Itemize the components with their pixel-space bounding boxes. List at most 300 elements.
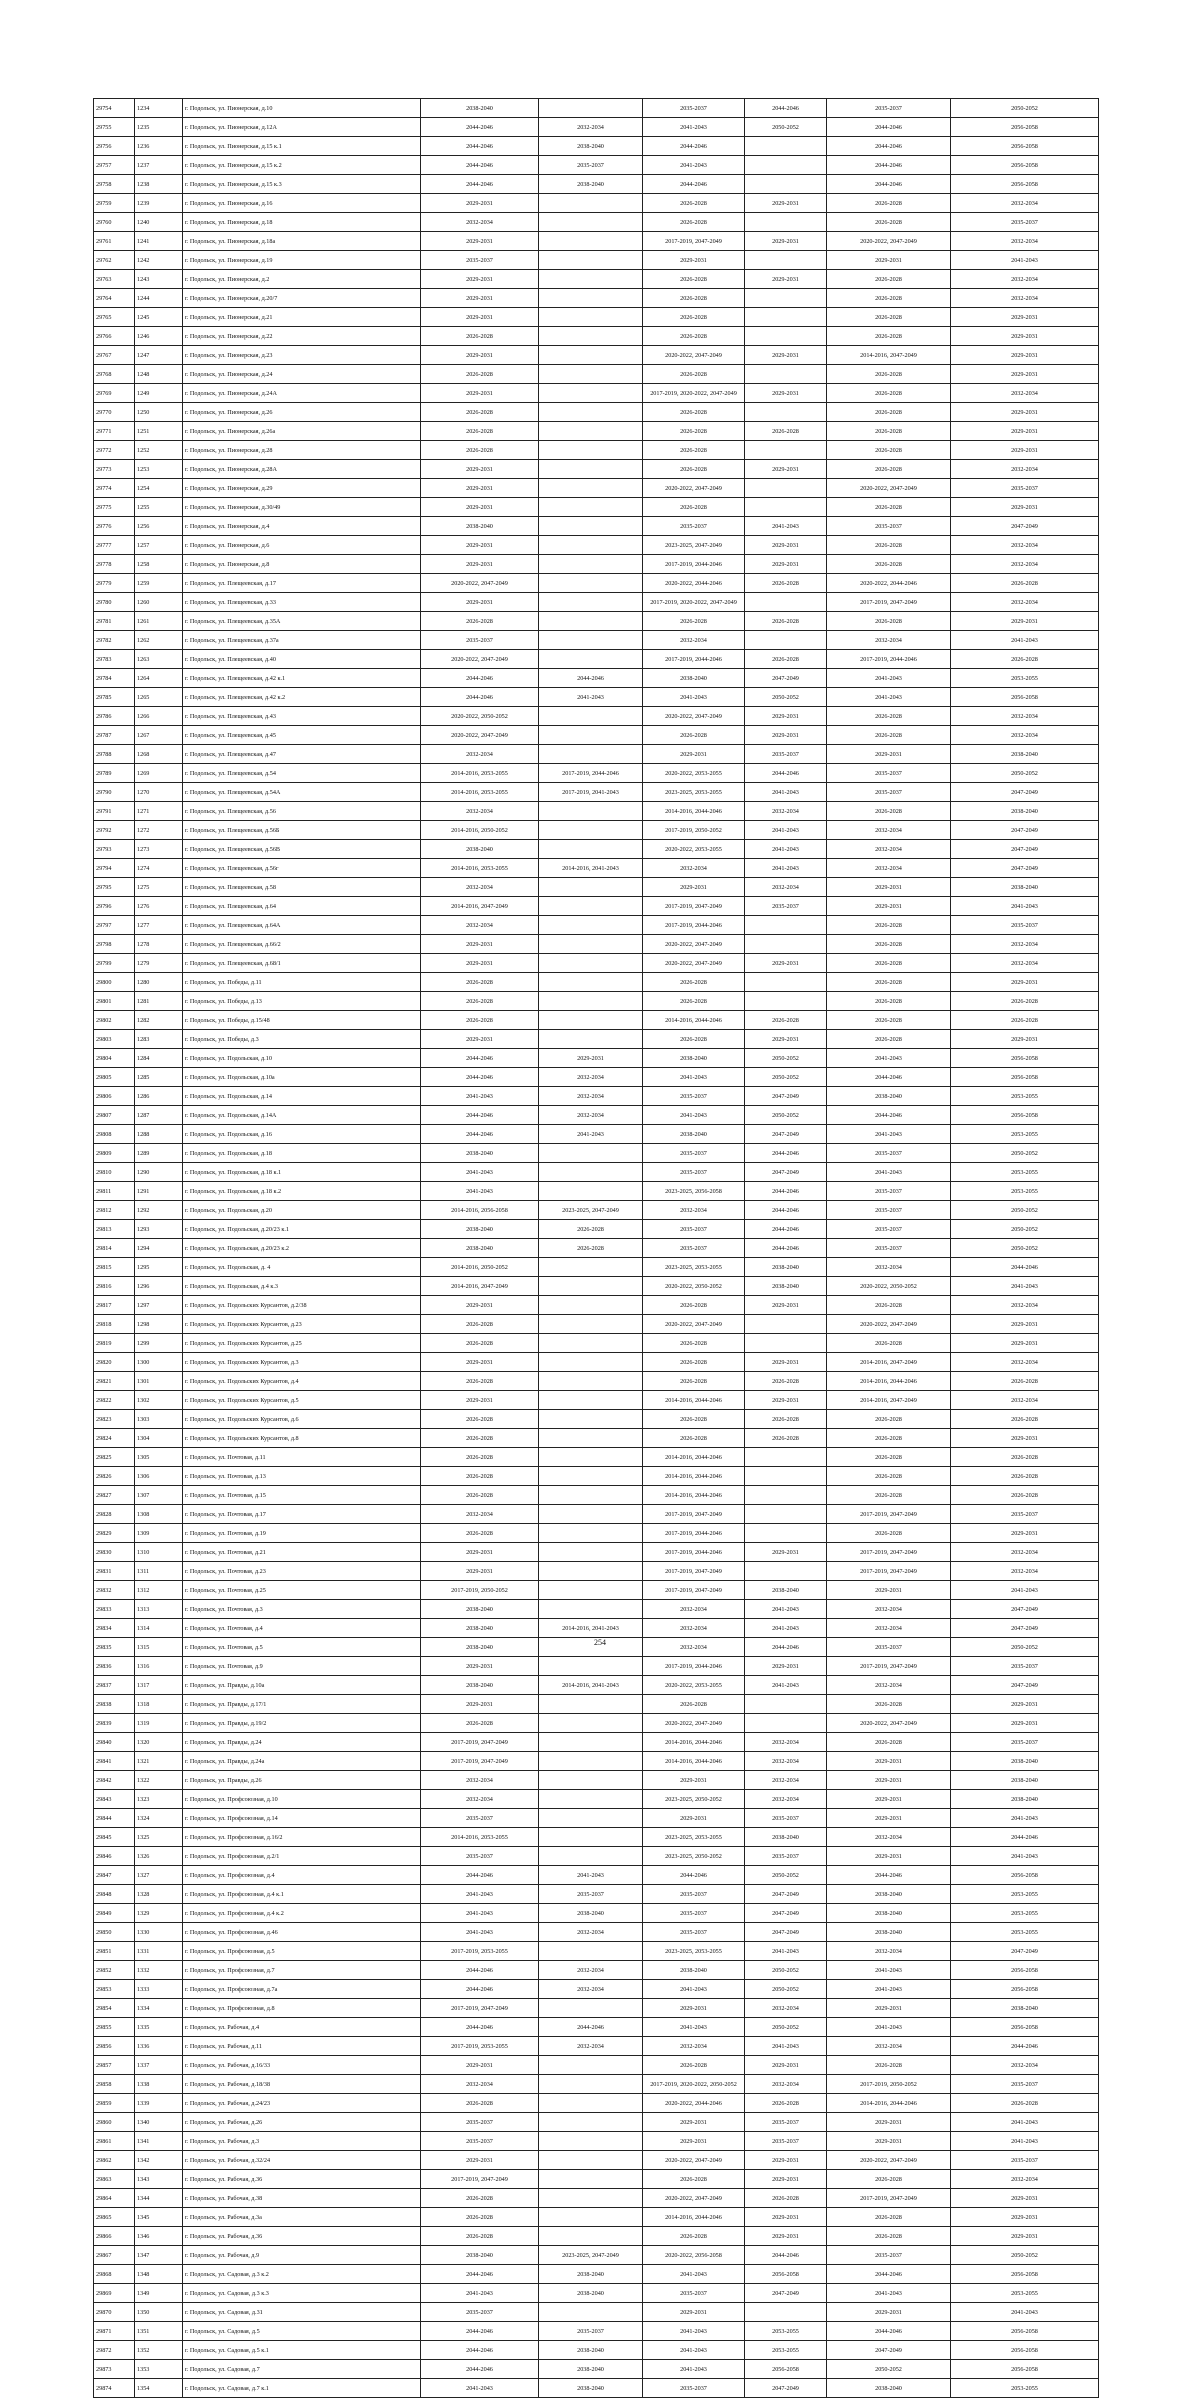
cell-record-id: 29759 (94, 194, 135, 213)
cell-period-5: 2035-2037 (827, 1182, 951, 1201)
cell-period-2 (539, 308, 643, 327)
cell-period-6: 2029-2031 (951, 422, 1099, 441)
cell-period-5: 2026-2028 (827, 441, 951, 460)
cell-period-3: 2041-2043 (643, 2360, 745, 2379)
cell-period-4: 2032-2034 (745, 802, 827, 821)
cell-period-1: 2026-2028 (421, 1334, 539, 1353)
cell-period-1: 2038-2040 (421, 1619, 539, 1638)
cell-record-id: 29760 (94, 213, 135, 232)
cell-period-1: 2044-2046 (421, 688, 539, 707)
cell-number: 1244 (135, 289, 183, 308)
schedule-table (93, 98, 1099, 2398)
cell-record-id: 29796 (94, 897, 135, 916)
cell-period-1: 2026-2028 (421, 992, 539, 1011)
cell-address: г. Подольск, ул. Подольская, д.10а (183, 1068, 421, 1087)
cell-period-4: 2041-2043 (745, 821, 827, 840)
cell-period-3: 2029-2031 (643, 2113, 745, 2132)
cell-period-2: 2035-2037 (539, 1885, 643, 1904)
cell-address: г. Подольск, ул. Профсоюзная, д.4 к.1 (183, 1885, 421, 1904)
cell-period-6: 2032-2034 (951, 289, 1099, 308)
cell-number: 1299 (135, 1334, 183, 1353)
cell-period-3: 2044-2046 (643, 137, 745, 156)
cell-period-3: 2020-2022, 2056-2058 (643, 2246, 745, 2265)
cell-number: 1345 (135, 2208, 183, 2227)
table-row (94, 2132, 1099, 2151)
cell-period-4: 2056-2058 (745, 2265, 827, 2284)
cell-period-5: 2026-2028 (827, 1467, 951, 1486)
cell-number: 1237 (135, 156, 183, 175)
cell-period-5: 2032-2034 (827, 821, 951, 840)
cell-period-3: 2035-2037 (643, 517, 745, 536)
cell-period-3: 2020-2022, 2047-2049 (643, 1315, 745, 1334)
cell-period-3: 2032-2034 (643, 2037, 745, 2056)
cell-address: г. Подольск, ул. Плещеевская, д.58 (183, 878, 421, 897)
cell-period-2: 2032-2034 (539, 1087, 643, 1106)
cell-period-6: 2029-2031 (951, 403, 1099, 422)
cell-record-id: 29848 (94, 1885, 135, 1904)
cell-period-3: 2017-2019, 2044-2046 (643, 1524, 745, 1543)
cell-period-1: 2026-2028 (421, 1315, 539, 1334)
cell-period-1: 2038-2040 (421, 1676, 539, 1695)
cell-period-3: 2023-2025, 2053-2055 (643, 1258, 745, 1277)
cell-period-2: 2032-2034 (539, 1068, 643, 1087)
cell-address: г. Подольск, ул. Рабочая, д.3а (183, 2208, 421, 2227)
cell-period-6: 2053-2055 (951, 2284, 1099, 2303)
cell-address: г. Подольск, ул. Почтовая, д.25 (183, 1581, 421, 1600)
cell-period-1: 2017-2019, 2047-2049 (421, 1999, 539, 2018)
cell-period-1: 2026-2028 (421, 422, 539, 441)
cell-period-4: 2029-2031 (745, 1657, 827, 1676)
cell-number: 1270 (135, 783, 183, 802)
cell-period-3: 2026-2028 (643, 460, 745, 479)
cell-record-id: 29850 (94, 1923, 135, 1942)
cell-record-id: 29868 (94, 2265, 135, 2284)
cell-record-id: 29801 (94, 992, 135, 1011)
cell-period-6: 2041-2043 (951, 251, 1099, 270)
cell-period-6: 2038-2040 (951, 1771, 1099, 1790)
cell-period-6: 2029-2031 (951, 1315, 1099, 1334)
cell-period-2 (539, 2094, 643, 2113)
cell-period-2: 2032-2034 (539, 1106, 643, 1125)
cell-address: г. Подольск, ул. Пионерская, д.15 к.1 (183, 137, 421, 156)
table-row (94, 1714, 1099, 1733)
cell-period-1: 2044-2046 (421, 1068, 539, 1087)
cell-period-6: 2056-2058 (951, 688, 1099, 707)
cell-period-5: 2020-2022, 2044-2046 (827, 574, 951, 593)
cell-address: г. Подольск, ул. Правды, д.19/2 (183, 1714, 421, 1733)
cell-period-1: 2032-2034 (421, 1790, 539, 1809)
table-row (94, 517, 1099, 536)
cell-period-5: 2026-2028 (827, 1410, 951, 1429)
cell-record-id: 29867 (94, 2246, 135, 2265)
cell-period-2 (539, 403, 643, 422)
cell-period-4: 2035-2037 (745, 1847, 827, 1866)
cell-period-6: 2029-2031 (951, 1524, 1099, 1543)
cell-period-4: 2032-2034 (745, 1999, 827, 2018)
cell-period-5: 2029-2031 (827, 1771, 951, 1790)
cell-period-1: 2041-2043 (421, 1087, 539, 1106)
cell-period-5: 2035-2037 (827, 764, 951, 783)
cell-record-id: 29823 (94, 1410, 135, 1429)
cell-record-id: 29755 (94, 118, 135, 137)
cell-record-id: 29768 (94, 365, 135, 384)
cell-period-2: 2038-2040 (539, 2360, 643, 2379)
table-row (94, 1182, 1099, 1201)
cell-period-5: 2014-2016, 2047-2049 (827, 1391, 951, 1410)
cell-period-1: 2035-2037 (421, 2132, 539, 2151)
cell-period-2 (539, 1163, 643, 1182)
cell-address: г. Подольск, ул. Плещеевская, д.45 (183, 726, 421, 745)
cell-period-1: 2026-2028 (421, 1524, 539, 1543)
cell-period-5: 2038-2040 (827, 1904, 951, 1923)
cell-period-6: 2041-2043 (951, 2113, 1099, 2132)
cell-address: г. Подольск, ул. Плещеевская, д.64 (183, 897, 421, 916)
cell-period-3: 2014-2016, 2044-2046 (643, 1391, 745, 1410)
cell-period-2 (539, 1258, 643, 1277)
cell-period-6: 2056-2058 (951, 2265, 1099, 2284)
cell-period-1: 2035-2037 (421, 1847, 539, 1866)
cell-number: 1250 (135, 403, 183, 422)
cell-number: 1283 (135, 1030, 183, 1049)
cell-period-2: 2017-2019, 2044-2046 (539, 764, 643, 783)
cell-period-1: 2038-2040 (421, 840, 539, 859)
cell-period-4 (745, 593, 827, 612)
cell-number: 1326 (135, 1847, 183, 1866)
cell-number: 1350 (135, 2303, 183, 2322)
cell-period-3: 2029-2031 (643, 2132, 745, 2151)
table-row (94, 726, 1099, 745)
cell-period-4: 2038-2040 (745, 1828, 827, 1847)
cell-address: г. Подольск, ул. Почтовая, д.17 (183, 1505, 421, 1524)
cell-period-3: 2026-2028 (643, 1296, 745, 1315)
table-row (94, 935, 1099, 954)
cell-period-4 (745, 916, 827, 935)
cell-period-3: 2026-2028 (643, 270, 745, 289)
cell-period-5: 2017-2019, 2047-2049 (827, 2189, 951, 2208)
cell-record-id: 29872 (94, 2341, 135, 2360)
table-row (94, 270, 1099, 289)
cell-number: 1291 (135, 1182, 183, 1201)
cell-period-6: 2035-2037 (951, 479, 1099, 498)
cell-number: 1286 (135, 1087, 183, 1106)
cell-period-2 (539, 99, 643, 118)
cell-period-2 (539, 1733, 643, 1752)
cell-period-4: 2035-2037 (745, 1809, 827, 1828)
cell-period-4: 2026-2028 (745, 1011, 827, 1030)
cell-period-4 (745, 1486, 827, 1505)
cell-number: 1297 (135, 1296, 183, 1315)
cell-address: г. Подольск, ул. Плещеевская, д.17 (183, 574, 421, 593)
cell-period-4: 2056-2058 (745, 2360, 827, 2379)
cell-period-2 (539, 574, 643, 593)
cell-period-5: 2026-2028 (827, 384, 951, 403)
cell-number: 1304 (135, 1429, 183, 1448)
cell-period-3: 2038-2040 (643, 1125, 745, 1144)
cell-period-6: 2032-2034 (951, 1353, 1099, 1372)
cell-address: г. Подольск, ул. Почтовая, д.21 (183, 1543, 421, 1562)
cell-period-5: 2020-2022, 2047-2049 (827, 2151, 951, 2170)
cell-record-id: 29822 (94, 1391, 135, 1410)
table-row (94, 1847, 1099, 1866)
cell-period-3: 2041-2043 (643, 688, 745, 707)
cell-address: г. Подольск, ул. Пионерская, д.24 (183, 365, 421, 384)
cell-period-4: 2029-2031 (745, 460, 827, 479)
cell-period-2 (539, 422, 643, 441)
table-row (94, 2113, 1099, 2132)
cell-period-3: 2035-2037 (643, 99, 745, 118)
cell-address: г. Подольск, ул. Пионерская, д.8 (183, 555, 421, 574)
cell-period-2 (539, 2303, 643, 2322)
cell-number: 1314 (135, 1619, 183, 1638)
cell-period-4: 2044-2046 (745, 764, 827, 783)
cell-period-3: 2017-2019, 2044-2046 (643, 1543, 745, 1562)
cell-period-4: 2029-2031 (745, 2151, 827, 2170)
table-row (94, 441, 1099, 460)
cell-period-2 (539, 802, 643, 821)
cell-period-1: 2044-2046 (421, 118, 539, 137)
table-row (94, 460, 1099, 479)
cell-period-2 (539, 1771, 643, 1790)
cell-period-5: 2041-2043 (827, 2284, 951, 2303)
cell-period-1: 2029-2031 (421, 1030, 539, 1049)
cell-record-id: 29827 (94, 1486, 135, 1505)
cell-address: г. Подольск, ул. Пионерская, д.19 (183, 251, 421, 270)
cell-period-4: 2041-2043 (745, 1600, 827, 1619)
table-row (94, 2189, 1099, 2208)
cell-period-2 (539, 1144, 643, 1163)
cell-period-5: 2026-2028 (827, 1524, 951, 1543)
table-row (94, 2379, 1099, 2398)
cell-period-6: 2041-2043 (951, 897, 1099, 916)
cell-period-6: 2041-2043 (951, 1847, 1099, 1866)
cell-period-3: 2020-2022, 2047-2049 (643, 707, 745, 726)
table-row (94, 555, 1099, 574)
cell-period-5: 2026-2028 (827, 612, 951, 631)
cell-period-6: 2032-2034 (951, 1562, 1099, 1581)
cell-period-5: 2041-2043 (827, 1125, 951, 1144)
cell-period-6: 2032-2034 (951, 2056, 1099, 2075)
cell-address: г. Подольск, ул. Рабочая, д.3 (183, 2132, 421, 2151)
table-row (94, 2151, 1099, 2170)
cell-period-3: 2041-2043 (643, 118, 745, 137)
cell-address: г. Подольск, ул. Почтовая, д.4 (183, 1619, 421, 1638)
cell-period-4 (745, 251, 827, 270)
cell-period-2 (539, 365, 643, 384)
cell-number: 1330 (135, 1923, 183, 1942)
cell-number: 1261 (135, 612, 183, 631)
cell-period-6: 2053-2055 (951, 1885, 1099, 1904)
cell-period-1: 2017-2019, 2053-2055 (421, 1942, 539, 1961)
cell-period-1: 2020-2022, 2047-2049 (421, 726, 539, 745)
table-row (94, 1011, 1099, 1030)
cell-period-2 (539, 498, 643, 517)
cell-period-1: 2038-2040 (421, 1638, 539, 1657)
cell-period-6: 2047-2049 (951, 1942, 1099, 1961)
cell-period-6: 2038-2040 (951, 745, 1099, 764)
cell-period-1: 2026-2028 (421, 2227, 539, 2246)
cell-period-5: 2041-2043 (827, 2018, 951, 2037)
cell-address: г. Подольск, ул. Пионерская, д.6 (183, 536, 421, 555)
cell-period-1: 2014-2016, 2056-2058 (421, 1201, 539, 1220)
cell-period-4 (745, 1448, 827, 1467)
cell-address: г. Подольск, ул. Почтовая, д.19 (183, 1524, 421, 1543)
table-row (94, 1087, 1099, 1106)
cell-period-6: 2053-2055 (951, 1087, 1099, 1106)
cell-period-1: 2032-2034 (421, 1771, 539, 1790)
table-row (94, 1866, 1099, 1885)
cell-period-4: 2044-2046 (745, 1638, 827, 1657)
cell-record-id: 29845 (94, 1828, 135, 1847)
cell-period-3: 2026-2028 (643, 1372, 745, 1391)
cell-address: г. Подольск, ул. Почтовая, д.3 (183, 1600, 421, 1619)
cell-period-2 (539, 1353, 643, 1372)
cell-period-3: 2020-2022, 2047-2049 (643, 2189, 745, 2208)
cell-address: г. Подольск, ул. Подольских Курсантов, д.3 (183, 1353, 421, 1372)
cell-number: 1242 (135, 251, 183, 270)
cell-number: 1320 (135, 1733, 183, 1752)
cell-record-id: 29781 (94, 612, 135, 631)
table-row (94, 1543, 1099, 1562)
cell-period-3: 2020-2022, 2053-2055 (643, 1676, 745, 1695)
cell-period-3: 2029-2031 (643, 2303, 745, 2322)
table-row (94, 1657, 1099, 1676)
cell-address: г. Подольск, ул. Рабочая, д.26 (183, 2113, 421, 2132)
cell-record-id: 29811 (94, 1182, 135, 1201)
table-row (94, 2056, 1099, 2075)
cell-address: г. Подольск, ул. Садовая, д.5 к.1 (183, 2341, 421, 2360)
cell-number: 1260 (135, 593, 183, 612)
cell-period-1: 2029-2031 (421, 194, 539, 213)
cell-period-4: 2032-2034 (745, 2075, 827, 2094)
cell-period-2: 2017-2019, 2041-2043 (539, 783, 643, 802)
cell-number: 1269 (135, 764, 183, 783)
cell-record-id: 29838 (94, 1695, 135, 1714)
cell-record-id: 29856 (94, 2037, 135, 2056)
cell-number: 1254 (135, 479, 183, 498)
cell-record-id: 29776 (94, 517, 135, 536)
cell-record-id: 29842 (94, 1771, 135, 1790)
cell-address: г. Подольск, ул. Плещеевская, д.56г (183, 859, 421, 878)
cell-period-4: 2047-2049 (745, 1163, 827, 1182)
cell-number: 1276 (135, 897, 183, 916)
cell-address: г. Подольск, ул. Подольская, д.10 (183, 1049, 421, 1068)
cell-number: 1337 (135, 2056, 183, 2075)
cell-number: 1352 (135, 2341, 183, 2360)
cell-address: г. Подольск, ул. Подольская, д.18 (183, 1144, 421, 1163)
cell-period-3: 2035-2037 (643, 1163, 745, 1182)
cell-period-5: 2014-2016, 2044-2046 (827, 2094, 951, 2113)
cell-record-id: 29836 (94, 1657, 135, 1676)
cell-period-1: 2026-2028 (421, 1714, 539, 1733)
cell-period-6: 2056-2058 (951, 2018, 1099, 2037)
cell-period-3: 2017-2019, 2047-2049 (643, 1505, 745, 1524)
cell-period-3: 2041-2043 (643, 1068, 745, 1087)
cell-address: г. Подольск, ул. Профсоюзная, д.16/2 (183, 1828, 421, 1847)
cell-period-5: 2020-2022, 2047-2049 (827, 232, 951, 251)
cell-record-id: 29861 (94, 2132, 135, 2151)
cell-period-6: 2053-2055 (951, 1904, 1099, 1923)
program-table-sheet (93, 98, 1098, 2398)
cell-period-5: 2044-2046 (827, 2322, 951, 2341)
cell-period-5: 2038-2040 (827, 1923, 951, 1942)
cell-record-id: 29778 (94, 555, 135, 574)
cell-period-1: 2029-2031 (421, 1296, 539, 1315)
cell-address: г. Подольск, ул. Рабочая, д.32/24 (183, 2151, 421, 2170)
cell-record-id: 29859 (94, 2094, 135, 2113)
cell-record-id: 29792 (94, 821, 135, 840)
cell-period-2 (539, 536, 643, 555)
cell-record-id: 29858 (94, 2075, 135, 2094)
cell-period-4: 2035-2037 (745, 745, 827, 764)
cell-number: 1240 (135, 213, 183, 232)
cell-number: 1315 (135, 1638, 183, 1657)
cell-record-id: 29805 (94, 1068, 135, 1087)
cell-period-4: 2026-2028 (745, 1429, 827, 1448)
cell-period-4: 2038-2040 (745, 1277, 827, 1296)
cell-record-id: 29773 (94, 460, 135, 479)
cell-record-id: 29764 (94, 289, 135, 308)
cell-address: г. Подольск, ул. Рабочая, д.9 (183, 2246, 421, 2265)
cell-period-5: 2050-2052 (827, 2360, 951, 2379)
cell-period-4: 2029-2031 (745, 2227, 827, 2246)
cell-number: 1336 (135, 2037, 183, 2056)
cell-period-2 (539, 1391, 643, 1410)
table-row (94, 2018, 1099, 2037)
cell-period-6: 2050-2052 (951, 1220, 1099, 1239)
table-row (94, 498, 1099, 517)
cell-address: г. Подольск, ул. Победы, д.13 (183, 992, 421, 1011)
cell-period-3: 2026-2028 (643, 365, 745, 384)
cell-record-id: 29767 (94, 346, 135, 365)
cell-record-id: 29799 (94, 954, 135, 973)
table-row (94, 1676, 1099, 1695)
cell-period-2: 2038-2040 (539, 2265, 643, 2284)
cell-period-6: 2053-2055 (951, 1125, 1099, 1144)
cell-period-5: 2038-2040 (827, 1885, 951, 1904)
cell-number: 1339 (135, 2094, 183, 2113)
table-row (94, 1999, 1099, 2018)
cell-period-4: 2053-2055 (745, 2322, 827, 2341)
cell-period-3: 2026-2028 (643, 973, 745, 992)
cell-number: 1279 (135, 954, 183, 973)
cell-period-1: 2041-2043 (421, 2379, 539, 2398)
cell-address: г. Подольск, ул. Пионерская, д.10 (183, 99, 421, 118)
cell-period-6: 2047-2049 (951, 783, 1099, 802)
cell-address: г. Подольск, ул. Подольская, д.4 к.3 (183, 1277, 421, 1296)
cell-number: 1332 (135, 1961, 183, 1980)
cell-period-3: 2020-2022, 2047-2049 (643, 1714, 745, 1733)
cell-period-3: 2020-2022, 2047-2049 (643, 954, 745, 973)
cell-period-1: 2038-2040 (421, 1600, 539, 1619)
cell-period-1: 2026-2028 (421, 1448, 539, 1467)
table-row (94, 669, 1099, 688)
cell-period-3: 2023-2025, 2047-2049 (643, 536, 745, 555)
cell-period-4: 2050-2052 (745, 118, 827, 137)
cell-record-id: 29815 (94, 1258, 135, 1277)
cell-period-4 (745, 479, 827, 498)
cell-number: 1321 (135, 1752, 183, 1771)
cell-period-4: 2026-2028 (745, 650, 827, 669)
cell-period-2: 2041-2043 (539, 1125, 643, 1144)
cell-period-6: 2032-2034 (951, 555, 1099, 574)
cell-address: г. Подольск, ул. Подольская, д.16 (183, 1125, 421, 1144)
cell-address: г. Подольск, ул. Пионерская, д.2 (183, 270, 421, 289)
cell-number: 1322 (135, 1771, 183, 1790)
cell-record-id: 29871 (94, 2322, 135, 2341)
table-row (94, 1106, 1099, 1125)
cell-period-6: 2044-2046 (951, 1258, 1099, 1277)
cell-record-id: 29863 (94, 2170, 135, 2189)
